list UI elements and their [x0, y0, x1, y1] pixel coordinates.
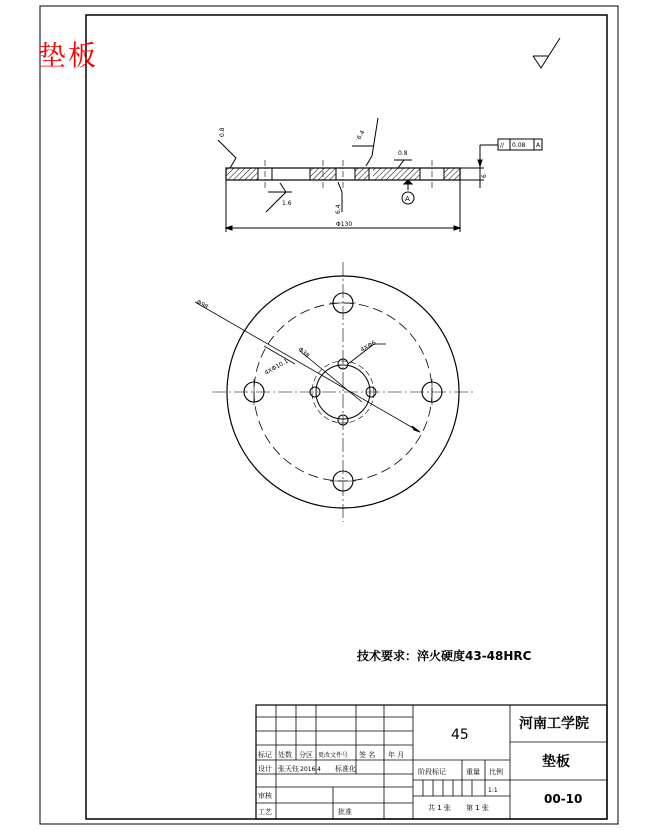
stage-label: 阶段标记 [418, 768, 446, 776]
weight-label: 重量 [466, 768, 480, 776]
hdr-date: 年 月 [388, 751, 405, 759]
school-name: 河南工学院 [519, 716, 589, 732]
outer-diameter-dimension: Φ130 [336, 221, 353, 228]
tolerance-value: 0.08 [512, 142, 526, 149]
material: 45 [451, 727, 469, 743]
drawing-title-red: 垫板 [38, 39, 99, 72]
holes-outer-label: 4XΦ10.1 [263, 357, 290, 377]
roughness-bottom-left-label: 1.6 [282, 200, 292, 207]
row-process: 工艺 [258, 808, 272, 816]
tech-requirement: 技术要求：淬火硬度43-48HRC [357, 649, 532, 663]
design-date: 2016.4 [300, 766, 321, 773]
drawing-number: 00-10 [544, 792, 583, 806]
roughness-top-mid-label: 6.4 [355, 129, 367, 141]
sheet-no: 第 1 张 [466, 804, 489, 812]
dia-large-label: Φ98 [195, 298, 210, 311]
scale-label: 比例 [489, 768, 503, 776]
plan-view [195, 262, 474, 522]
row-design: 设计 [258, 765, 272, 773]
datum-letter: A [405, 195, 410, 203]
holes-inner-label: 4XΦ6 [359, 339, 378, 354]
hdr-zone: 分区 [299, 751, 313, 759]
dia-small-label: Φ38 [296, 346, 311, 360]
tolerance-datum: A [536, 142, 541, 149]
tolerance-symbol: // [500, 142, 505, 149]
hdr-change-doc: 更改文件号 [318, 752, 349, 759]
hdr-count: 处数 [278, 751, 292, 759]
row-standard: 标准化 [335, 765, 356, 773]
scale-value: 1:1 [488, 787, 498, 794]
hdr-sign: 签 名 [359, 751, 376, 759]
section-view [218, 118, 542, 232]
hdr-mark: 标记 [258, 751, 272, 759]
part-name: 垫板 [542, 754, 570, 770]
designer: 张天钰 [278, 765, 299, 773]
general-roughness-symbol [533, 38, 560, 68]
roughness-top-left-label: 0.8 [219, 127, 226, 137]
row-approve: 批准 [338, 808, 352, 816]
roughness-bottom-mid-label: 6.4 [335, 204, 342, 214]
row-review: 审核 [258, 792, 272, 800]
thickness-dimension: 6 [481, 174, 488, 178]
roughness-top-right-label: 0.8 [398, 150, 408, 157]
sheet-total: 共 1 张 [428, 804, 451, 812]
